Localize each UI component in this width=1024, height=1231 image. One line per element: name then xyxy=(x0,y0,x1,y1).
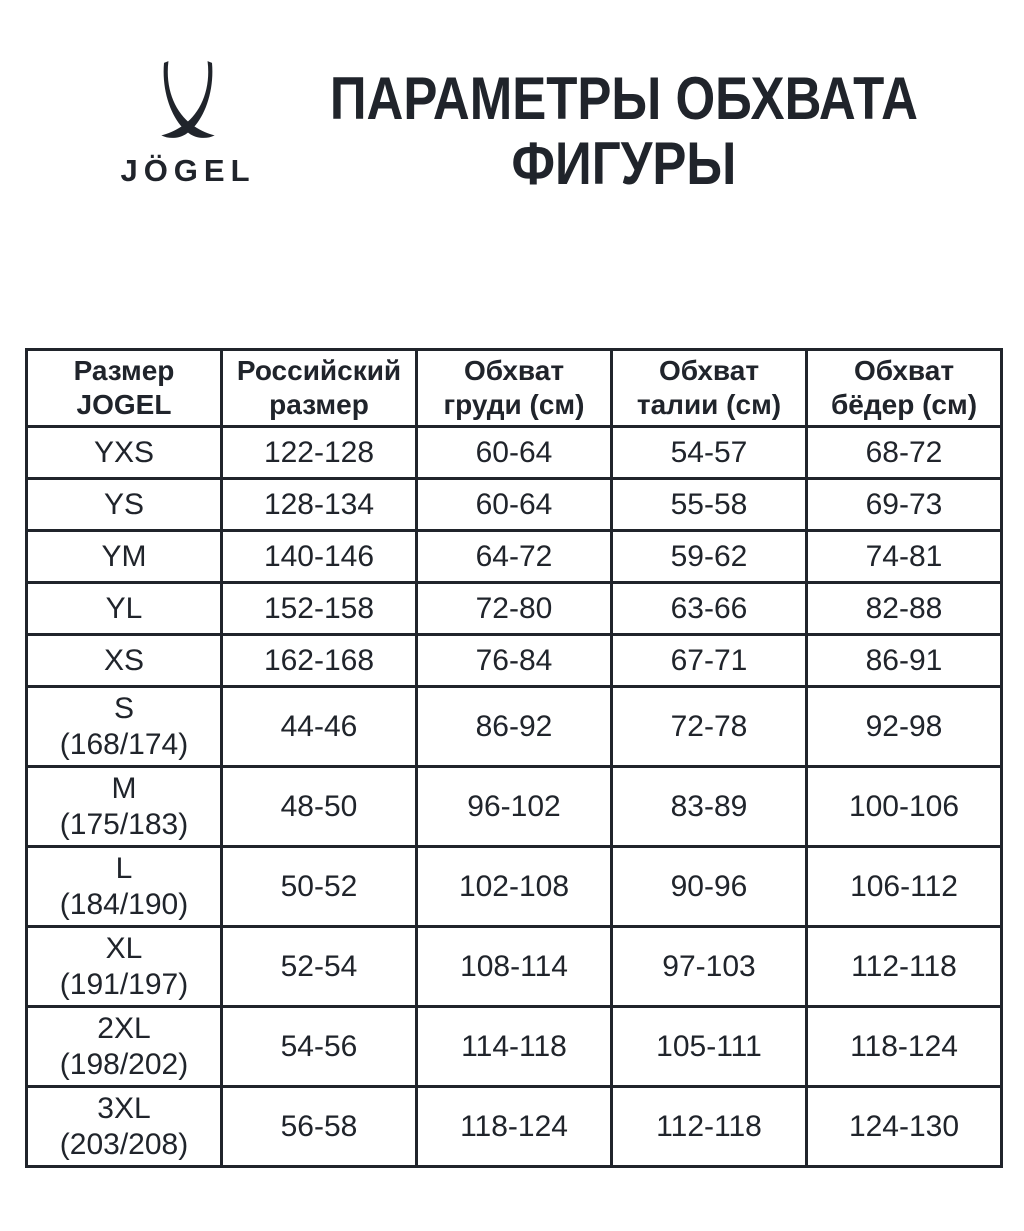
cell-waist: 59-62 xyxy=(612,531,807,583)
cell-waist: 105-111 xyxy=(612,1007,807,1087)
page-title xyxy=(278,66,1024,196)
cell-russian-size: 122-128 xyxy=(222,427,417,479)
column-header-label: бёдер (см) xyxy=(830,389,978,420)
cell-jogel-size xyxy=(27,635,222,687)
size-height-range: (168/174) xyxy=(59,727,189,761)
cell-russian-size: 52-54 xyxy=(222,927,417,1007)
cell-russian-size: 48-50 xyxy=(222,767,417,847)
column-header-label: Обхват xyxy=(853,355,955,386)
size-height-range: (191/197) xyxy=(59,967,189,1001)
table-row xyxy=(27,927,1002,1007)
cell-waist: 67-71 xyxy=(612,635,807,687)
column-header-label: Обхват xyxy=(658,355,760,386)
column-header-waist xyxy=(612,350,807,427)
size-height-range: (184/190) xyxy=(59,887,189,921)
cell-chest: 64-72 xyxy=(417,531,612,583)
column-header-label: талии (см) xyxy=(636,389,782,420)
cell-chest: 86-92 xyxy=(417,687,612,767)
cell-hips: 92-98 xyxy=(807,687,1002,767)
cell-chest: 118-124 xyxy=(417,1087,612,1167)
table-row xyxy=(27,687,1002,767)
size-label: S xyxy=(113,691,134,725)
cell-chest: 72-80 xyxy=(417,583,612,635)
cell-hips: 86-91 xyxy=(807,635,1002,687)
cell-chest: 96-102 xyxy=(417,767,612,847)
cell-hips: 100-106 xyxy=(807,767,1002,847)
table-row xyxy=(27,1007,1002,1087)
size-label: 3XL xyxy=(97,1091,151,1125)
cell-chest: 114-118 xyxy=(417,1007,612,1087)
cell-russian-size: 162-168 xyxy=(222,635,417,687)
column-header-label: груди (см) xyxy=(443,389,585,420)
column-header-chest xyxy=(417,350,612,427)
jogel-logo-mark-icon xyxy=(156,58,220,146)
column-header-label: размер xyxy=(269,389,369,420)
cell-chest: 102-108 xyxy=(417,847,612,927)
cell-waist: 97-103 xyxy=(612,927,807,1007)
column-header-label: Российский xyxy=(236,355,402,386)
size-table-body xyxy=(27,427,1002,1167)
column-header-hips xyxy=(807,350,1002,427)
cell-jogel-size xyxy=(27,847,222,927)
cell-russian-size: 152-158 xyxy=(222,583,417,635)
size-height-range: (203/208) xyxy=(59,1127,189,1161)
table-row xyxy=(27,427,1002,479)
cell-waist: 112-118 xyxy=(612,1087,807,1167)
table-row xyxy=(27,1087,1002,1167)
size-label: YS xyxy=(103,487,145,521)
table-row xyxy=(27,767,1002,847)
cell-hips: 68-72 xyxy=(807,427,1002,479)
cell-waist: 72-78 xyxy=(612,687,807,767)
cell-waist: 55-58 xyxy=(612,479,807,531)
cell-waist: 63-66 xyxy=(612,583,807,635)
cell-jogel-size xyxy=(27,427,222,479)
size-label: YM xyxy=(101,539,147,573)
cell-russian-size: 44-46 xyxy=(222,687,417,767)
cell-russian-size: 128-134 xyxy=(222,479,417,531)
cell-waist: 90-96 xyxy=(612,847,807,927)
cell-jogel-size xyxy=(27,531,222,583)
table-row xyxy=(27,847,1002,927)
page-header xyxy=(0,0,1024,202)
cell-jogel-size xyxy=(27,1007,222,1087)
table-row xyxy=(27,531,1002,583)
column-header-label: JOGEL xyxy=(76,389,172,420)
cell-chest: 60-64 xyxy=(417,427,612,479)
cell-waist: 54-57 xyxy=(612,427,807,479)
cell-hips: 112-118 xyxy=(807,927,1002,1007)
size-table-head xyxy=(27,350,1002,427)
column-header-russian-size xyxy=(222,350,417,427)
cell-russian-size: 50-52 xyxy=(222,847,417,927)
cell-jogel-size xyxy=(27,687,222,767)
size-label: XS xyxy=(103,643,145,677)
column-header-jogel-size xyxy=(27,350,222,427)
size-label: 2XL xyxy=(97,1011,151,1045)
size-table xyxy=(25,348,1003,1168)
cell-hips: 82-88 xyxy=(807,583,1002,635)
size-label: YXS xyxy=(93,435,155,469)
cell-hips: 69-73 xyxy=(807,479,1002,531)
cell-russian-size: 54-56 xyxy=(222,1007,417,1087)
cell-hips: 124-130 xyxy=(807,1087,1002,1167)
jogel-logo xyxy=(98,52,278,188)
cell-chest: 76-84 xyxy=(417,635,612,687)
size-height-range: (175/183) xyxy=(59,807,189,841)
cell-russian-size: 140-146 xyxy=(222,531,417,583)
size-label: L xyxy=(115,851,133,885)
header-row xyxy=(27,350,1002,427)
table-row xyxy=(27,583,1002,635)
cell-jogel-size xyxy=(27,479,222,531)
table-row xyxy=(27,635,1002,687)
cell-chest: 108-114 xyxy=(417,927,612,1007)
title-line-1: ПАРАМЕТРЫ ОБХВАТА xyxy=(329,65,918,132)
cell-jogel-size xyxy=(27,767,222,847)
size-label: YL xyxy=(105,591,143,625)
cell-hips: 74-81 xyxy=(807,531,1002,583)
column-header-label: Размер xyxy=(73,355,175,386)
cell-russian-size: 56-58 xyxy=(222,1087,417,1167)
cell-jogel-size xyxy=(27,1087,222,1167)
table-row xyxy=(27,479,1002,531)
cell-chest: 60-64 xyxy=(417,479,612,531)
jogel-logo-text: JÖGEL xyxy=(120,153,256,188)
column-header-label: Обхват xyxy=(463,355,565,386)
cell-hips: 118-124 xyxy=(807,1007,1002,1087)
size-label: XL xyxy=(105,931,143,965)
size-label: M xyxy=(111,771,137,805)
cell-jogel-size xyxy=(27,583,222,635)
title-line-2: ФИГУРЫ xyxy=(511,130,737,197)
cell-jogel-size xyxy=(27,927,222,1007)
cell-hips: 106-112 xyxy=(807,847,1002,927)
cell-waist: 83-89 xyxy=(612,767,807,847)
size-height-range: (198/202) xyxy=(59,1047,189,1081)
